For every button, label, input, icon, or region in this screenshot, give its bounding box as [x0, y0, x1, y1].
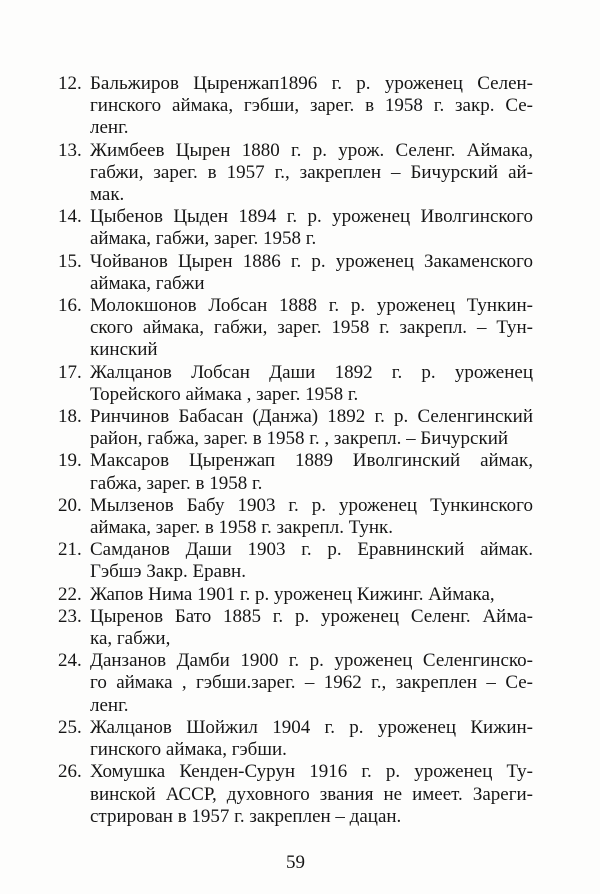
entry-line: ка, габжи, [90, 628, 171, 650]
entry-number: 20. [58, 494, 82, 516]
entry-text [90, 495, 533, 539]
entry-line: стрирован в 1957 г. закреплен – дацан. [90, 805, 402, 827]
entry-line: ленг. [90, 117, 129, 139]
entry-line: Молокшонов Лобсан 1888 г. р. уроженец Тункин- [90, 295, 533, 317]
list-item [58, 761, 533, 828]
entry-number: 17. [58, 361, 82, 383]
entry-line: Жимбеев Цырен 1880 г. р. урож. Селенг. Аймака, [90, 139, 533, 161]
entry-line: аймака, габжи, зарег. 1958 г. [90, 228, 317, 250]
entry-text [90, 206, 533, 250]
entry-text [90, 73, 533, 140]
entry-line: Самданов Даши 1903 г. р. Еравнинский аймак. [90, 539, 533, 561]
entry-text [90, 406, 533, 450]
entry-line: аймака, зарег. в 1958 г. закрепл. Тунк. [90, 517, 394, 539]
entry-text [90, 295, 533, 362]
entry-number: 12. [58, 73, 82, 94]
entry-line: Торейского аймака , зарег. 1958 г. [90, 383, 359, 405]
entry-line: гинского аймака, гэбши, зарег. в 1958 г. закр. Се- [90, 95, 533, 117]
list-item [58, 650, 533, 717]
entry-number: 13. [58, 139, 82, 161]
entry-line: ского аймака, габжи, зарег. 1958 г. закрепл. – Тун- [90, 317, 533, 339]
list-item [58, 140, 533, 207]
entry-text [90, 761, 533, 828]
entry-number: 16. [58, 295, 82, 317]
list-item [58, 251, 533, 295]
entry-line: Жапов Нима 1901 г. р. уроженец Кижинг. Аймака, [90, 583, 495, 605]
entry-text [90, 450, 533, 494]
entry-line: Данзанов Дамби 1900 г. р. уроженец Селенгинско- [90, 650, 533, 672]
entry-line: Жалцанов Шойжил 1904 г. р. уроженец Кижин- [90, 716, 533, 738]
entry-line: Гэбшэ Закр. Еравн. [90, 561, 246, 583]
entry-line: Чойванов Цырен 1886 г. р. уроженец Закаменского [90, 250, 533, 272]
list-item [58, 450, 533, 494]
entry-line: район, габжа, зарег. в 1958 г. , закрепл. – Бичурский [90, 428, 509, 450]
entry-number: 25. [58, 716, 82, 738]
entry-line: Бальжиров Цыренжап1896 г. р. уроженец Селен- [90, 73, 533, 94]
entry-line: габжа, зарег. в 1958 г. [90, 472, 263, 494]
entry-text [90, 717, 533, 761]
entry-number: 24. [58, 650, 82, 672]
entry-number: 14. [58, 206, 82, 228]
entry-line: го аймака , гэбши.зарег. – 1962 г., закреплен – Се- [90, 672, 533, 694]
entry-number: 19. [58, 450, 82, 472]
list-item [58, 73, 533, 140]
entry-line: мак. [90, 184, 125, 206]
entry-line: Цыбенов Цыден 1894 г. р. уроженец Иволгинского [90, 206, 533, 228]
entry-text [90, 584, 533, 606]
entry-text [90, 650, 533, 717]
list-item [58, 717, 533, 761]
entry-line: гинского аймака, гэбши. [90, 739, 287, 761]
list-item [58, 584, 533, 606]
entry-line: Цыренов Бато 1885 г. р. уроженец Селенг. Айма- [90, 605, 533, 627]
list-item [58, 362, 533, 406]
entry-text [90, 251, 533, 295]
entry-text [90, 362, 533, 406]
list-item [58, 295, 533, 362]
entry-number: 26. [58, 761, 82, 783]
entry-number: 23. [58, 605, 82, 627]
entry-line: ленг. [90, 694, 129, 716]
list-item [58, 539, 533, 583]
entry-number: 21. [58, 539, 82, 561]
page-number: 59 [286, 851, 305, 873]
entry-line: Жалцанов Лобсан Даши 1892 г. р. уроженец [90, 361, 533, 383]
entry-number: 22. [58, 583, 82, 605]
entry-line: Мылзенов Бабу 1903 г. р. уроженец Тункинского [90, 494, 533, 516]
entry-text [90, 140, 533, 207]
entry-line: аймака, габжи [90, 272, 205, 294]
entry-line: винской АССР, духовного звания не имеет. Зареги- [90, 783, 533, 805]
list-item [58, 606, 533, 650]
entry-list [58, 73, 533, 828]
entry-line: Ринчинов Бабасан (Данжа) 1892 г. р. Селенгинский [90, 406, 533, 428]
list-item [58, 206, 533, 250]
list-item [58, 406, 533, 450]
entry-line: Хомушка Кенден-Сурун 1916 г. р. уроженец Ту- [90, 761, 533, 783]
entry-text [90, 606, 533, 650]
list-item [58, 495, 533, 539]
entry-line: габжи, зарег. в 1957 г., закреплен – Бичурский ай- [90, 161, 533, 183]
entry-text [90, 539, 533, 583]
entry-line: Максаров Цыренжап 1889 Иволгинский аймак, [90, 450, 533, 472]
entry-line: кинский [90, 339, 158, 361]
entry-number: 15. [58, 250, 82, 272]
entry-number: 18. [58, 406, 82, 428]
